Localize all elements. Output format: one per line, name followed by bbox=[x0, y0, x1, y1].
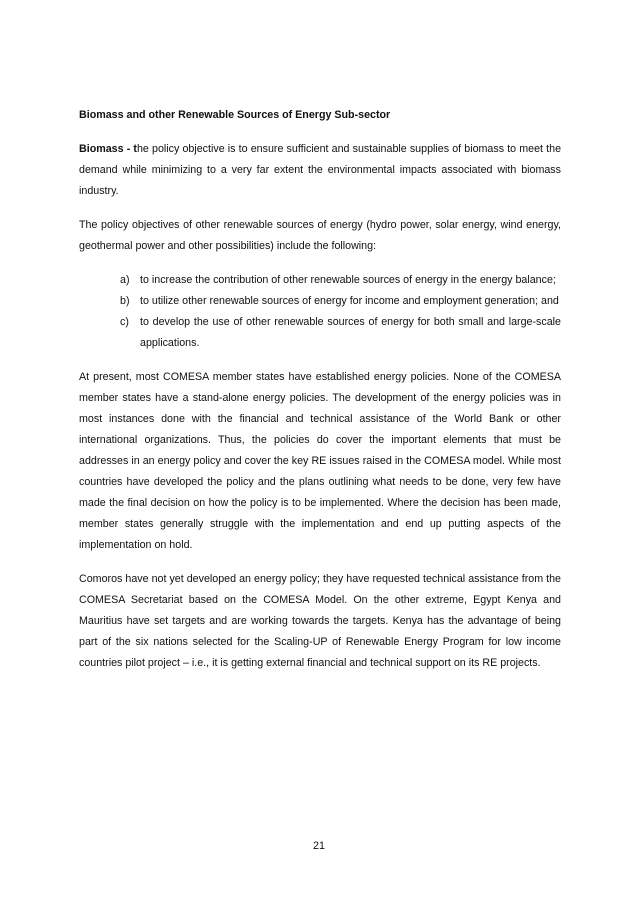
comoros-paragraph: Comoros have not yet developed an energy policy; they have requested technical assistance from the COMESA Secretariat based on the COMESA Model. On the other extreme, Egypt Kenya and Mauritius have set targets and are working towards the targets. Kenya has the advantage of being part of the six nations selected for the Scaling-UP of Renewable Energy Program for low income countries pilot project – i.e., it is getting external financial and technical support on its RE projects. bbox=[79, 573, 561, 669]
list-item-text: to develop the use of other renewable sources of energy for both small and large-scale applications. bbox=[140, 316, 561, 349]
page-number: 21 bbox=[313, 840, 325, 852]
document-body bbox=[79, 105, 561, 687]
list-marker: a) bbox=[120, 274, 130, 286]
objectives-list bbox=[79, 270, 561, 354]
list-item-text: to utilize other renewable sources of energy for income and employment generation; and bbox=[140, 295, 559, 307]
section-heading: Biomass and other Renewable Sources of Energy Sub-sector bbox=[79, 109, 391, 121]
biomass-text: he policy objective is to ensure sufficient and sustainable supplies of biomass to meet the demand while minimizing to a very far extent the environmental impacts associated with biomass industry. bbox=[79, 143, 562, 197]
biomass-paragraph bbox=[79, 139, 561, 202]
list-item-text: to increase the contribution of other renewable sources of energy in the energy balance; bbox=[140, 274, 556, 286]
comesa-policies-paragraph: At present, most COMESA member states have established energy policies. None of the COMESA member states have a stand-alone energy policies. The development of the energy policies was in most instances done with the financial and technical assistance of the World Bank or other international organizations. Thus, the policies do cover the important elements that must be addresses in an energy policy and cover the key RE issues raised in the COMESA model. While most countries have developed the policy and the plans outlining what needs to be done, very few have made the final decision on how the policy is to be implemented. Where the decision has been made, member states generally struggle with the implementation and end up putting aspects of the implementation on hold. bbox=[79, 371, 561, 551]
list-item bbox=[120, 291, 561, 312]
policy-objectives-paragraph: The policy objectives of other renewable sources of energy (hydro power, solar energy, wind energy, geothermal power and other possibilities) include the following: bbox=[79, 219, 561, 252]
list-item bbox=[120, 270, 561, 291]
list-marker: c) bbox=[120, 316, 129, 328]
biomass-lead: Biomass - t bbox=[79, 143, 137, 155]
list-item bbox=[120, 312, 561, 354]
list-marker: b) bbox=[120, 295, 130, 307]
